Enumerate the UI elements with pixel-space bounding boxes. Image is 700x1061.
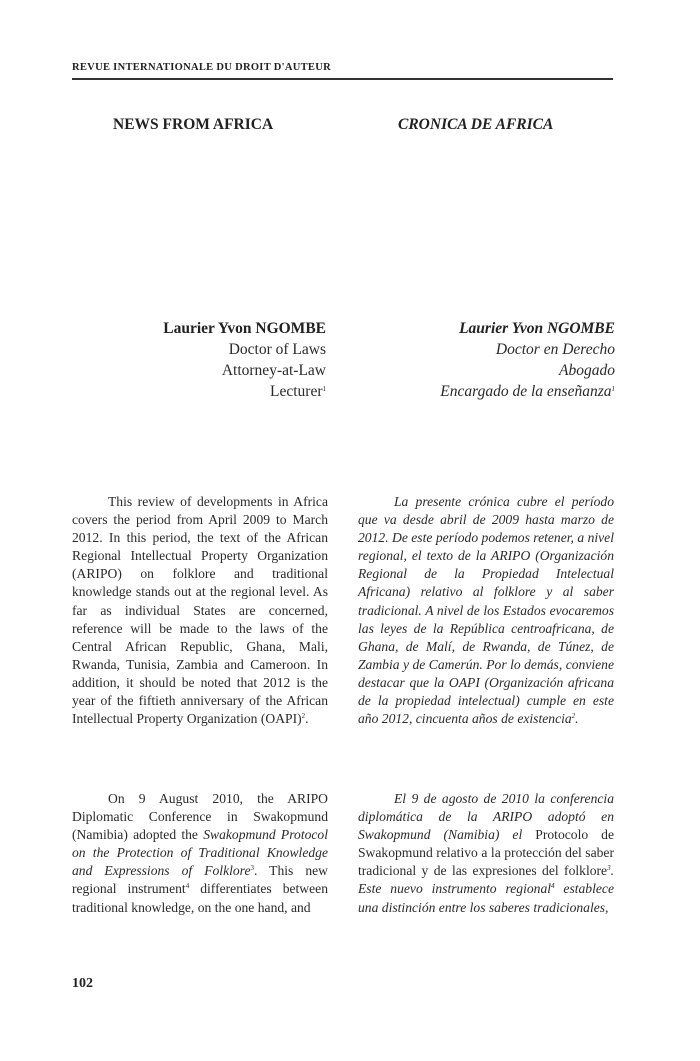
protocol-title: Protocolo de Swakopmund relativo a la protección del saber tradicional y de las expresiones del folklore (358, 827, 615, 879)
spanish-paragraph-1 (358, 493, 614, 728)
author-position (26, 381, 326, 402)
english-paragraph-1 (72, 493, 328, 728)
header-rule (72, 78, 613, 80)
author-degree: Doctor en Derecho (495, 341, 615, 358)
spanish-paragraph-2 (358, 790, 614, 917)
footnote-marker: 2 (571, 712, 576, 721)
author-position-label: Encargado de la enseñanza (440, 383, 612, 400)
author-degree: Doctor of Laws (228, 341, 326, 358)
page-number: 102 (72, 976, 93, 991)
author-role: Attorney-at-Law (221, 362, 326, 379)
running-header: REVUE INTERNATIONALE DU DROIT D'AUTEUR (72, 62, 331, 73)
paragraph-mid: . This new regional instrument (72, 863, 328, 897)
section-title-spanish: CRONICA DE AFRICA (398, 116, 554, 133)
paragraph-end: . (305, 711, 309, 727)
protocol-title: Swakopmund Protocol on the Protection of Traditional Knowledge and Expressions of Folklore (72, 827, 328, 879)
footnote-marker: 3 (250, 864, 254, 873)
paragraph-text: La presente crónica cubre el período que va desde abril de 2009 hasta marzo de 2012. De este período podemos retener, a nivel regional, el texto de la ARIPO (Organización Regional de la Propiedad Intelectual Africana) relativo al folklore y al saber tradicional. A nivel de los Estados evocaremos las leyes de la República centroafricana, de Ghana, de Malí, de Rwanda, de Túnez, de Zambia y de Camerún. Por lo demás, conviene destacar que la OAPI (Organización africana de la propiedad intelectual) cumple en este año 2012, cincuenta años de existencia (358, 494, 614, 727)
footnote-marker: 2 (301, 712, 306, 721)
author-role: Abogado (559, 362, 615, 379)
paragraph-end: . (575, 711, 579, 727)
footnote-marker: 1 (322, 385, 326, 393)
footnote-marker: 4 (185, 882, 190, 891)
paragraph-tail: establece una distinción entre los saberes tradicionales, (358, 881, 614, 915)
english-paragraph-2 (72, 790, 328, 917)
author-block-english (26, 318, 326, 402)
author-name: Laurier Yvon NGOMBE (163, 320, 326, 337)
section-title-english: NEWS FROM AFRICA (113, 116, 274, 133)
paragraph-lead: El 9 de agosto de 2010 la conferencia diplomática de la ARIPO adoptó en Swakopmund (Namibia) el (358, 791, 614, 843)
footnote-marker: 4 (551, 882, 555, 891)
author-name: Laurier Yvon NGOMBE (459, 320, 615, 337)
author-block-spanish (315, 318, 615, 402)
footnote-marker: 3 (607, 864, 611, 873)
paragraph-mid: . Este nuevo instrumento regional (358, 863, 614, 897)
footnote-marker: 1 (611, 385, 615, 393)
paragraph-text: This review of developments in Africa covers the period from April 2009 to March 2012. In this period, the text of the African Regional Intellectual Property Organization (ARIPO) on folklore and traditional knowledge stands out at the regional level. As far as individual States are concerned, reference will be made to the laws of the Central African Republic, Ghana, Mali, Rwanda, Tunisia, Zambia and Cameroon. In addition, it should be noted that 2012 is the year of the fiftieth anniversary of the African Intellectual Property Organization (OAPI) (72, 494, 328, 727)
author-position-label: Lecturer (270, 383, 323, 400)
paragraph-lead: On 9 August 2010, the ARIPO Diplomatic Conference in Swakopmund (Namibia) adopted the (72, 791, 328, 843)
paragraph-tail: differentiates between traditional knowledge, on the one hand, and (72, 881, 328, 915)
author-position (315, 381, 615, 402)
